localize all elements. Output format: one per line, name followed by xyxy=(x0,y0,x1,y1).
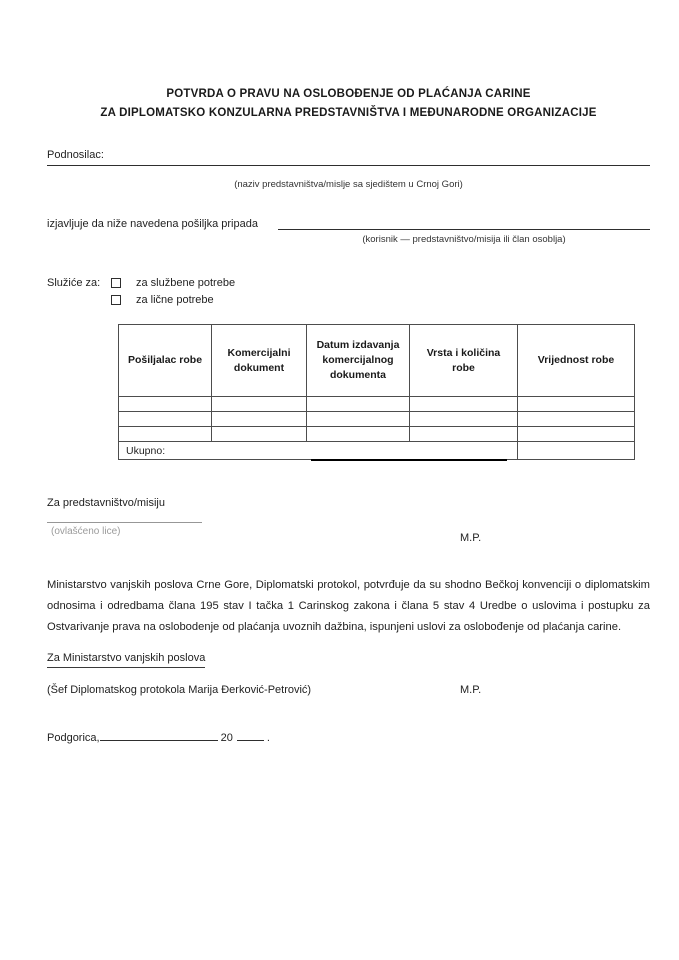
table-cell-empty xyxy=(212,397,307,412)
purpose-section xyxy=(47,275,650,308)
checkbox-personal-use xyxy=(111,295,121,305)
ministry-section-heading: Za Ministarstvo vanjskih poslova xyxy=(47,652,205,668)
table-cell-empty xyxy=(212,427,307,442)
table-cell-empty xyxy=(119,427,212,442)
document-title-line2: ZA DIPLOMATSKO KONZULARNA PREDSTAVNIŠTVA I MEĐUNARODNE ORGANIZACIJE xyxy=(100,107,597,119)
goods-table xyxy=(118,324,635,460)
table-cell-empty xyxy=(307,427,410,442)
table-cell-empty xyxy=(518,427,635,442)
certification-paragraph: Ministarstvo vanjskih poslova Crne Gore, Diplomatski protokol, potvrđuje da su shodno Bečkoj konvenciji o diplomatskim odnosima i odredbama člana 195 stav I tačka 1 Carinskog zakona i člana 5 stav 4 Uredbe o uslovima i postupku za Ostvarivanje prava na oslobodenje od plaćanja uvoznih dažbina, ispunjeni uslovi za oslobođenje od plaćanja carine. xyxy=(47,579,650,633)
declaration-label: izjavljuje da niže navedena pošiljka pripada xyxy=(47,218,258,230)
total-value-cell xyxy=(518,442,635,460)
table-cell-empty xyxy=(307,412,410,427)
mission-signature-block xyxy=(47,522,650,550)
purpose-option-official-label: za službene potrebe xyxy=(136,277,236,289)
purpose-option-official xyxy=(47,275,650,291)
table-cell-empty xyxy=(518,397,635,412)
goods-table-header-row xyxy=(119,325,635,397)
applicant-hint: (naziv predstavništva/mislje sa sjedištem u Crnoj Gori) xyxy=(234,179,463,190)
beneficiary-hint: (korisnik — predstavništvo/misija ili član osoblja) xyxy=(362,234,566,245)
column-header-issue-date: Datum izdavanja komercijalnog dokumenta xyxy=(307,325,410,397)
column-header-commercial-document: Komercijalni dokument xyxy=(212,325,307,397)
total-label: Ukupno: xyxy=(126,444,166,457)
table-cell-empty xyxy=(518,412,635,427)
total-cell xyxy=(119,442,518,460)
year-prefix: 20 xyxy=(220,732,233,744)
seal-placeholder-ministry: M.P. xyxy=(460,684,482,696)
declaration-row xyxy=(47,218,650,245)
authorized-person-hint: (ovlašćeno lice) xyxy=(51,526,121,537)
table-row xyxy=(119,412,635,427)
document-title-line1: POTVRDA O PRAVU NA OSLOBOĐENJE OD PLAĆANJA CARINE xyxy=(166,88,531,100)
mission-section-heading: Za predstavništvo/misiju xyxy=(47,497,165,509)
sentence-terminator: . xyxy=(266,732,270,744)
purpose-option-personal xyxy=(47,292,650,308)
purpose-option-personal-label: za lične potrebe xyxy=(136,294,214,306)
city-label: Podgorica, xyxy=(47,732,100,744)
applicant-label: Podnosilac: xyxy=(47,149,104,161)
document-title xyxy=(47,85,650,123)
total-blank-line xyxy=(311,459,507,461)
checkbox-official-use xyxy=(111,278,121,288)
place-date-row xyxy=(47,730,650,744)
ministry-signatory-row xyxy=(47,684,650,698)
table-cell-empty xyxy=(307,397,410,412)
year-blank-line xyxy=(237,730,264,741)
table-cell-empty xyxy=(212,412,307,427)
table-cell-empty xyxy=(119,412,212,427)
ministry-signatory: (Šef Diplomatskog protokola Marija Đerković-Petrović) xyxy=(47,684,312,696)
beneficiary-blank-line xyxy=(278,218,650,230)
column-header-value: Vrijednost robe xyxy=(518,325,635,397)
table-cell-empty xyxy=(410,427,518,442)
applicant-field xyxy=(47,149,650,166)
seal-placeholder-mission: M.P. xyxy=(460,532,482,544)
column-header-sender: Pošiljalac robe xyxy=(119,325,212,397)
beneficiary-field xyxy=(278,218,650,245)
signature-line xyxy=(47,522,202,523)
purpose-label: Služiće za: xyxy=(47,277,101,289)
table-cell-empty xyxy=(410,397,518,412)
table-row xyxy=(119,397,635,412)
table-cell-empty xyxy=(119,397,212,412)
table-row xyxy=(119,427,635,442)
date-blank-line xyxy=(100,730,218,741)
column-header-type-quantity: Vrsta i količina robe xyxy=(410,325,518,397)
table-cell-empty xyxy=(410,412,518,427)
table-total-row xyxy=(119,442,635,460)
